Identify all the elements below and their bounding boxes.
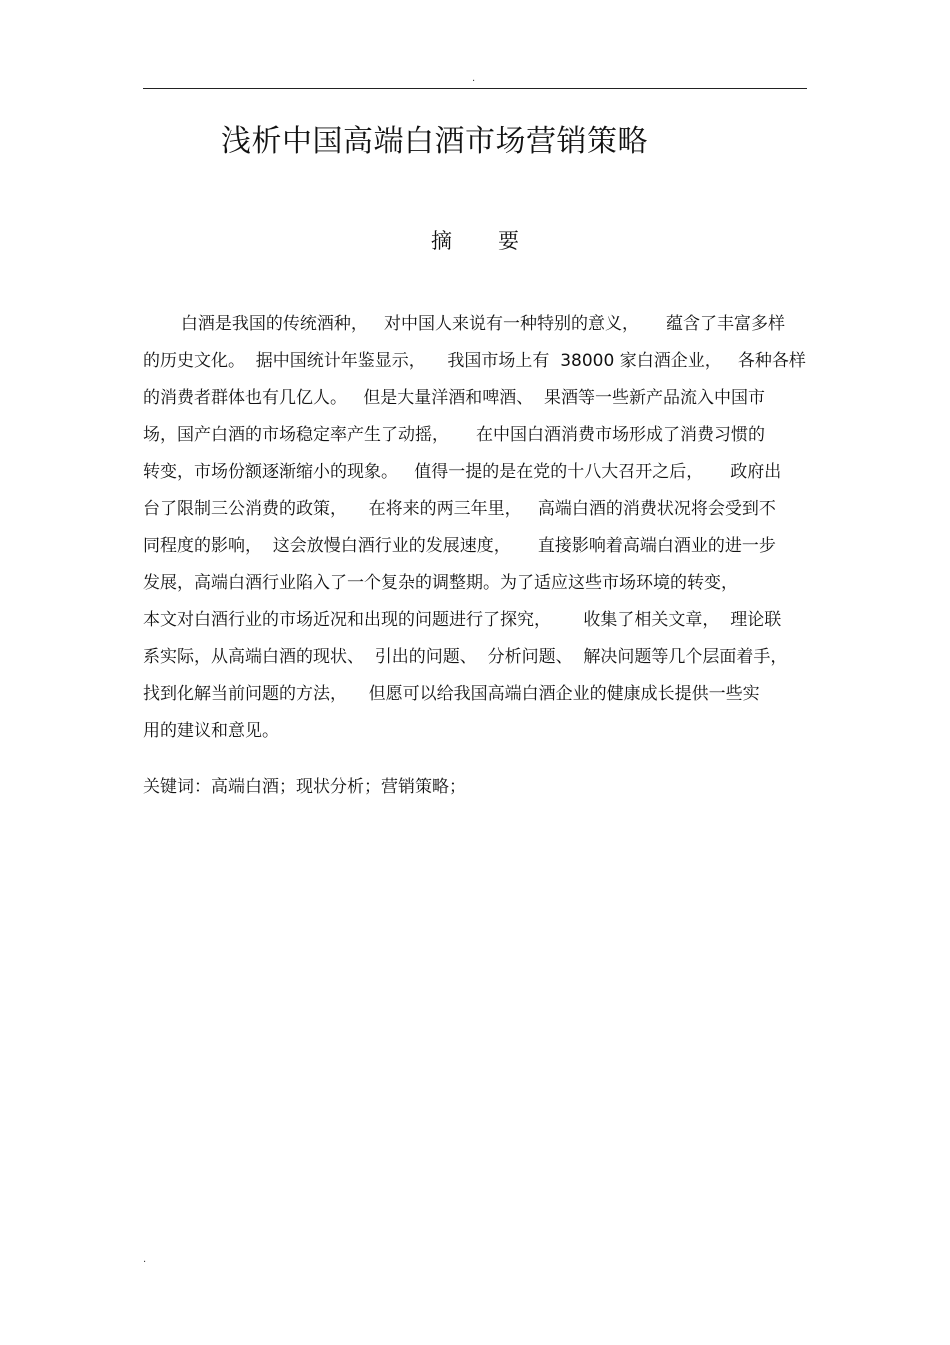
- abstract-line: 的消费者群体也有几亿人。 但是大量洋酒和啤酒、 果酒等一些新产品流入中国市: [143, 388, 766, 408]
- abstract-body: [143, 306, 813, 750]
- document-title: 浅析中国高端白酒市场营销策略: [221, 124, 648, 159]
- abstract-line: 的历史文化。 据中国统计年鉴显示， 我国市场上有 38000 家白酒企业， 各种各样: [143, 351, 806, 371]
- header-dot: .: [472, 73, 476, 84]
- abstract-line: 白酒是我国的传统酒种， 对中国人来说有一种特别的意义， 蕴含了丰富多样: [143, 314, 786, 334]
- abstract-line: 转变，市场份额逐渐缩小的现象。 值得一提的是在党的十八大召开之后， 政府出: [143, 462, 782, 482]
- abstract-line: 用的建议和意见。: [143, 721, 279, 741]
- abstract-line: 找到化解当前问题的方法， 但愿可以给我国高端白酒企业的健康成长提供一些实: [143, 684, 760, 704]
- keywords-line: 关键词：高端白酒；现状分析；营销策略；: [143, 777, 466, 797]
- abstract-heading-char-1: 摘: [431, 229, 452, 253]
- abstract-line: 本文对白酒行业的市场近况和出现的问题进行了探究， 收集了相关文章， 理论联: [143, 610, 782, 630]
- abstract-line: 系实际，从高端白酒的现状、 引出的问题、 分析问题、 解决问题等几个层面着手，: [143, 647, 788, 667]
- abstract-line: 场，国产白酒的市场稳定率产生了动摇， 在中国白酒消费市场形成了消费习惯的: [143, 425, 766, 445]
- abstract-heading: [0, 226, 950, 256]
- abstract-line: 发展，高端白酒行业陷入了一个复杂的调整期。为了适应这些市场环境的转变，: [143, 573, 738, 593]
- abstract-heading-char-2: 要: [498, 229, 519, 253]
- footer-dot: .: [143, 1254, 147, 1265]
- abstract-line: 台了限制三公消费的政策， 在将来的两三年里， 高端白酒的消费状况将会受到不: [143, 499, 776, 519]
- header-rule: [143, 88, 807, 89]
- abstract-line: 同程度的影响， 这会放慢白酒行业的发展速度， 直接影响着高端白酒业的进一步: [143, 536, 776, 556]
